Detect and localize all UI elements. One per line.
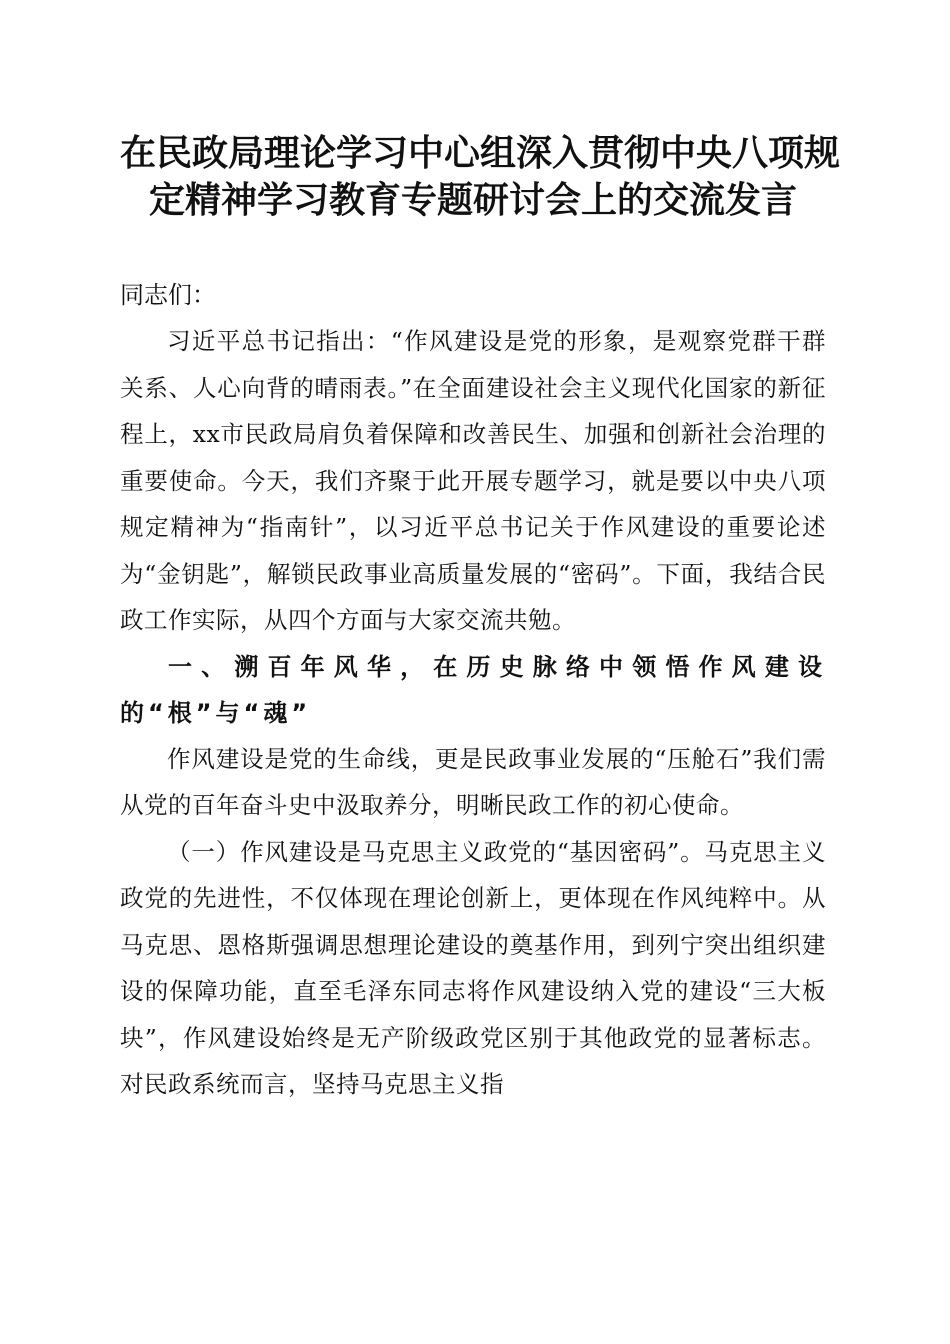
section-1-paragraph: 作风建设是党的生命线，更是民政事业发展的“压舱石”我们需从党的百年奋斗史中汲取养分，明晰民政工作的初心使命。	[120, 744, 826, 819]
subsection-1-paragraph: （一）作风建设是马克思主义政党的“基因密码”。马克思主义政党的先进性，不仅体现在理论创新上，更体现在作风纯粹中。从马克思、恩格斯强调思想理论建设的奠基作用，到列宁突出组织建设的保障功能，直至毛泽东同志将作风建设纳入党的建设“三大板块”，作风建设始终是无产阶级政党区别于其他政党的显著标志。对民政系统而言，坚持马克思主义指	[120, 837, 826, 1098]
document-title	[120, 130, 841, 224]
title-line-2: 定精神学习教育专题研讨会上的交流发言	[148, 179, 797, 221]
title-line-1: 在民政局理论学习中心组深入贯彻中央八项规	[120, 132, 841, 174]
salutation: 同志们：	[120, 281, 216, 309]
section-heading-1: 一、溯百年风华，在历史脉络中领悟作风建设的“根”与“魂”	[120, 652, 826, 727]
intro-paragraph: 习近平总书记指出：“作风建设是党的形象，是观察党群干群关系、人心向背的晴雨表。”在全面建设社会主义现代化国家的新征程上，xx市民政局肩负着保障和改善民生、加强和创新社会治理的重要使命。今天，我们齐聚于此开展专题学习，就是要以中央八项规定精神为“指南针”，以习近平总书记关于作风建设的重要论述为“金钥匙”，解锁民政事业高质量发展的“密码”。下面，我结合民政工作实际，从四个方面与大家交流共勉。	[120, 327, 826, 634]
document-page	[120, 130, 841, 1108]
